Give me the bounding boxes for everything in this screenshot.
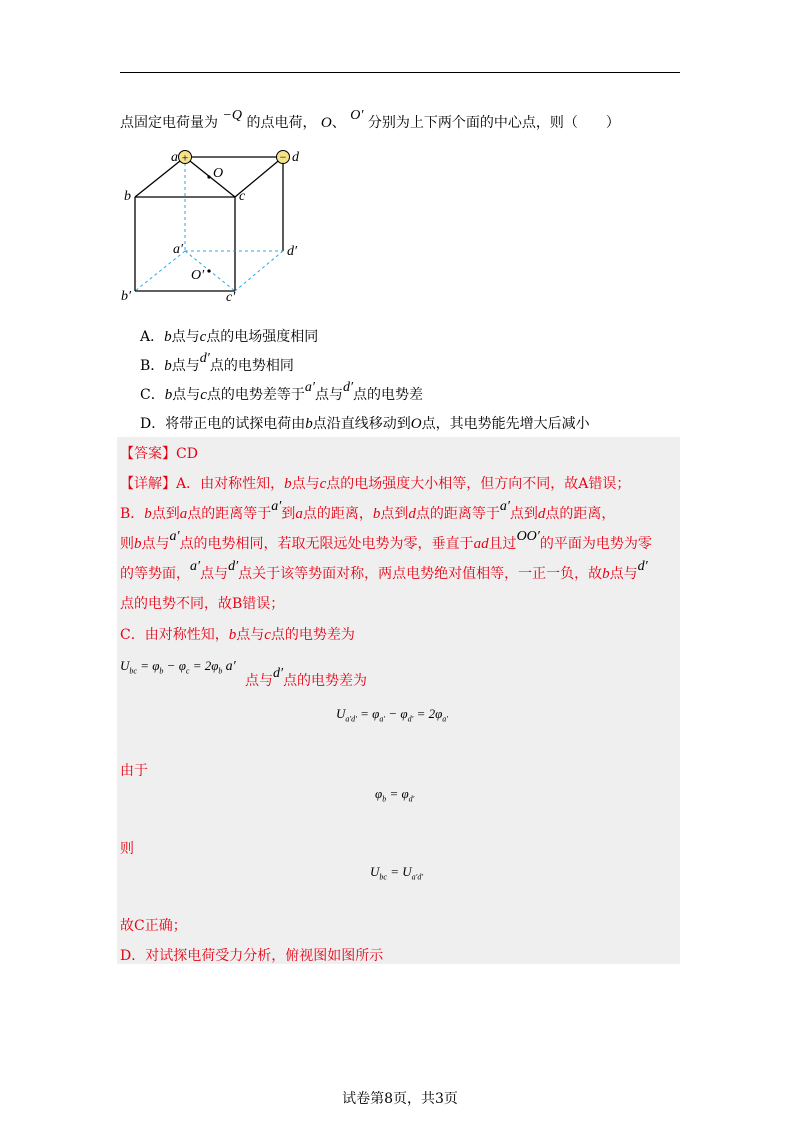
explain-line-3: 则b点与a′点的电势相同，若取无限远处电势为零，垂直于ad且过OO′的平面为电势为零 [120,529,652,552]
explain-line-4: 的等势面，a′点与d′点关于该等势面对称，两点电势绝对值相等，一正一负，故b点与d′ [120,559,648,582]
formula-ubc: $U_{bc} = \varphi_b - \varphi_c = 2\varphi_b$ a′ [120,658,236,676]
label-a: a [171,150,178,165]
answer-label: 【答案】 [120,446,176,462]
option-b: B．b点与d′点的电势相同 [140,351,294,374]
hidden-edge-a2b2 [135,251,185,291]
explain-line-5: 点的电势不同，故B错误； [120,596,285,612]
symbol-o-prime: O′ [350,108,364,123]
explain-line-2: B．b点到a点的距离等于a′到a点的距离，b点到d点的距离等于a′点到d点的距离， [120,499,616,522]
label-d-prime: d′ [287,244,298,259]
label-o: O [213,166,224,181]
answer-value: CD [176,446,198,462]
answer-line [120,443,198,463]
cube-figure [115,145,315,305]
explain-line-6: C．由对称性知，b点与c点的电势差为 [120,627,355,643]
explain-line-9: 由于 [120,763,148,779]
explain-line-13: 故C正确； [120,918,187,934]
label-a-prime: a′ [173,242,184,257]
separator: 、 [331,115,346,131]
label-b-prime: b′ [121,289,132,304]
point-o-prime [207,269,210,272]
label-c: c [239,189,246,204]
hidden-edge-d2c2 [235,251,283,291]
option-d: D．将带正电的试探电荷由b点沿直线移动到O点，其电势能先增大后减小 [140,416,590,432]
label-b: b [124,189,131,204]
explain-line-11: 则 [120,841,134,857]
point-o [207,175,210,178]
formula-phi: $\varphi_b = \varphi_{d'}$ [375,786,415,804]
explain-line-1: 【详解】A．由对称性知，b点与c点的电场强度大小相等，但方向不同，故A错误； [120,476,631,492]
explain-line-14: D．对试探电荷受力分析，俯视图如图所示 [120,948,384,964]
formula-ua2d2: $U_{a'd'} = \varphi_{a'} - \varphi_{d'} = 2\varphi_{a'}$ [336,706,449,724]
label-d: d [292,150,299,165]
option-a: A．b点与c点的电场强度相同 [140,329,319,345]
plus-sign: + [181,150,189,165]
label-c-prime: c′ [226,290,236,305]
minus-sign: − [279,150,287,164]
symbol-o: O [320,115,332,131]
charge-symbol: −Q [222,108,243,123]
option-c: C．b点与c点的电势差等于a′点与d′点的电势差 [140,380,424,403]
question-intro [120,108,620,132]
intro-text-3: 分别为上下两个面的中心点，则（ ） [367,115,620,131]
label-o-prime: O′ [191,268,205,283]
intro-text-1: 点固定电荷量为 [120,115,218,131]
header-rule [120,72,680,73]
page-footer: 试卷第8页，共3页 [342,1091,458,1107]
formula-equal: $U_{bc} = U_{a'd'}$ [370,864,424,882]
intro-text-2: 的点电荷， [246,115,317,131]
explain-line-7: 点与d′点的电势差为 [245,666,368,689]
